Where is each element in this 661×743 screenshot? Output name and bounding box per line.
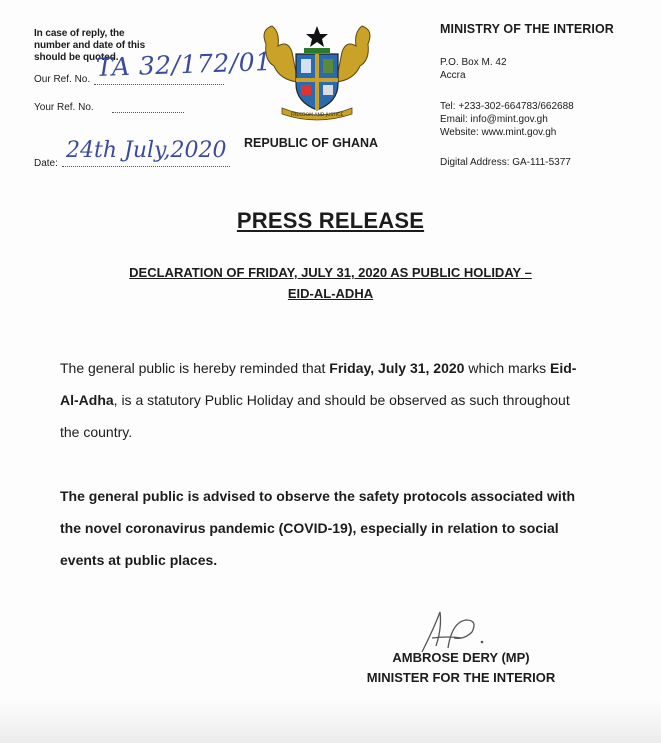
our-ref-label: Our Ref. No. [34, 74, 91, 85]
page-bottom-shadow [0, 700, 661, 743]
p1-holiday: Eid-Al-Adha [60, 360, 577, 408]
your-ref [34, 102, 94, 113]
ministry-name: MINISTRY OF THE INTERIOR [440, 22, 614, 36]
date-underline [62, 166, 230, 167]
reply-note-line: number and date of this [34, 40, 146, 51]
republic-heading: REPUBLIC OF GHANA [244, 136, 379, 150]
our-ref [34, 74, 90, 85]
email: Email: info@mint.gov.gh [440, 114, 548, 125]
paragraph-covid: The general public is advised to observe the safety protocols associated with the novel coronavirus pandemic (COVID-19), especially in relation to social events at public places. [60, 488, 576, 568]
address-block [440, 56, 507, 82]
city: Accra [440, 70, 466, 81]
signatory-title: MINISTER FOR THE INTERIOR [366, 670, 556, 685]
declaration-line: DECLARATION OF FRIDAY, JULY 31, 2020 AS PUBLIC HOLIDAY – [129, 265, 532, 280]
coat-of-arms-icon [258, 22, 376, 122]
p1-text: The general public is hereby reminded that [60, 360, 330, 376]
press-release-title: PRESS RELEASE [236, 208, 425, 233]
date-label: Date: [34, 158, 58, 169]
declaration-line: EID-AL-ADHA [287, 286, 374, 301]
our-ref-value: TA 32/172/01 [95, 46, 272, 83]
declaration-heading [40, 262, 621, 304]
signatory-block [344, 648, 578, 688]
p1-text: which marks [464, 360, 551, 376]
reply-note-line: In case of reply, the [34, 28, 125, 39]
website: Website: www.mint.gov.gh [440, 127, 557, 138]
telephone: Tel: +233-302-664783/662688 [440, 101, 574, 112]
coat-of-arms-icon [258, 22, 376, 122]
your-ref-underline [112, 112, 184, 113]
signatory-name: AMBROSE DERY (MP) [392, 650, 530, 665]
date-value: 24th July,2020 [66, 138, 227, 163]
crest-motto: FREEDOM AND JUSTICE [290, 113, 344, 118]
paragraph-holiday [60, 352, 588, 448]
p1-text: , is a statutory Public Holiday and should be observed as such throughout the country. [60, 392, 570, 440]
p1-date: Friday, July 31, 2020 [329, 360, 465, 376]
our-ref-underline [94, 84, 224, 85]
reply-note-line: should be quoted. [34, 52, 119, 63]
digital-address: Digital Address: GA-111-5377 [440, 157, 571, 168]
your-ref-label: Your Ref. No. [34, 102, 94, 113]
po-box: P.O. Box M. 42 [440, 57, 507, 68]
contact-block [440, 100, 574, 139]
